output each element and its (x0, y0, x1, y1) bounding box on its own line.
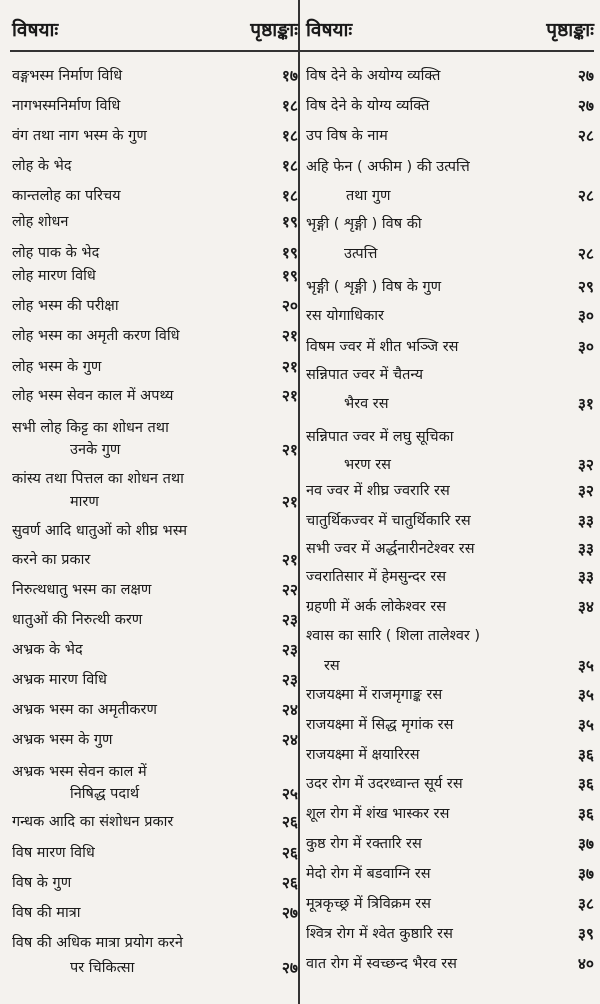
entry-title: निरुत्थधातु भस्म का लक्षण (12, 582, 152, 598)
entry-title: सभी लोह किट्ट का शोधन तथा (12, 420, 169, 436)
entry-title: सभी ज्वर में अर्द्धनारीनटेश्वर रस (306, 541, 475, 557)
subject-heading: विषयाः (306, 19, 353, 41)
entry-title: विष मारण विधि (12, 845, 95, 861)
subject-heading: विषयाः (12, 19, 59, 41)
entry-title: कुष्ठ रोग में रक्तारि रस (306, 836, 422, 852)
entry-title: कांस्य तथा पित्तल का शोधन तथा (12, 471, 184, 487)
page-number: २२ (281, 581, 298, 599)
page-number: १९ (281, 213, 298, 231)
entry-title: सन्निपात ज्वर में लघु सूचिका (306, 429, 454, 445)
page-number: १८ (281, 157, 298, 175)
page-number: २१ (281, 551, 298, 569)
entry-title: लोह भस्म के गुण (12, 359, 102, 375)
page-number: ३३ (577, 540, 594, 558)
page-number: ३३ (577, 512, 594, 530)
page-number: ३५ (577, 686, 594, 704)
entry-title-continued: उनके गुण (70, 442, 121, 458)
page-number: २७ (281, 904, 298, 922)
entry-title: राजयक्ष्मा में क्षयारिरस (306, 747, 420, 763)
entry-title-continued: निषिद्ध पदार्थ (70, 786, 140, 802)
entry-title: सुवर्ण आदि धातुओं को शीघ्र भस्म (12, 523, 188, 539)
page-number: ३५ (577, 657, 594, 675)
page-number: २६ (281, 844, 298, 862)
page-number: १८ (281, 187, 298, 205)
entry-title: अभ्रक मारण विधि (12, 672, 107, 688)
page-number: २१ (281, 441, 298, 459)
entry-title: धातुओं की निरुत्थी करण (12, 612, 143, 628)
page-number: २७ (577, 97, 594, 115)
entry-title: विष की अधिक मात्रा प्रयोग करने (12, 935, 183, 951)
column-divider (298, 0, 300, 1004)
entry-title: विष की मात्रा (12, 905, 81, 921)
entry-title: उदर रोग में उदरध्वान्त सूर्य रस (306, 776, 463, 792)
page-number: २४ (281, 701, 298, 719)
entry-title: शूल रोग में शंख भास्कर रस (306, 806, 450, 822)
entry-title: विष देने के योग्य व्यक्ति (306, 98, 430, 114)
entry-title: मूत्रकृच्छ्र में त्रिविक्रम रस (306, 896, 431, 912)
entry-title: लोह शोधन (12, 214, 69, 230)
page-number: २६ (281, 874, 298, 892)
page-number: १८ (281, 97, 298, 115)
entry-title: राजयक्ष्मा में सिद्ध मृगांक रस (306, 717, 454, 733)
entry-title-continued: तथा गुण (346, 188, 391, 204)
entry-title: कान्तलोह का परिचय (12, 188, 121, 204)
entry-title: राजयक्ष्मा में राजमृगाङ्क रस (306, 687, 443, 703)
page-number: ३७ (577, 835, 594, 853)
page-number: २८ (577, 127, 594, 145)
entry-title: अभ्रक के भेद (12, 642, 83, 658)
entry-title: मेदो रोग में बडवाग्नि रस (306, 866, 431, 882)
entry-title: श्वित्र रोग में श्वेत कुष्ठारि रस (306, 926, 453, 942)
page-heading: पृष्ठाङ्काः (546, 19, 594, 41)
page-number: २४ (281, 731, 298, 749)
entry-title: अभ्रक भस्म का अमृतीकरण (12, 702, 157, 718)
page-number: ३२ (577, 456, 594, 474)
entry-title-continued: उत्पत्ति (344, 246, 378, 262)
entry-title: वात रोग में स्वच्छन्द भैरव रस (306, 956, 457, 972)
page-number: ३१ (577, 395, 594, 413)
entry-title: अभ्रक भस्म सेवन काल में (12, 764, 147, 780)
page-number: ३६ (577, 775, 594, 793)
entry-title: सन्निपात ज्वर में चैतन्य (306, 367, 424, 383)
page-number: १७ (281, 67, 298, 85)
page-number: १८ (281, 127, 298, 145)
page-number: ४० (577, 955, 594, 973)
entry-title: विष देने के अयोग्य व्यक्ति (306, 68, 441, 84)
entry-title: उप विष के नाम (306, 128, 388, 144)
page-number: २१ (281, 358, 298, 376)
entry-title: अभ्रक भस्म के गुण (12, 732, 113, 748)
page-number: ३६ (577, 746, 594, 764)
page-number: २१ (281, 327, 298, 345)
page-number: २१ (281, 493, 298, 511)
page-number: ३९ (577, 925, 594, 943)
entry-title-continued: मारण (70, 494, 99, 510)
right-header (304, 10, 594, 52)
entry-title: भृङ्गी ( शृङ्गी ) विष के गुण (306, 279, 442, 295)
entry-title: वङ्गभस्म निर्माण विधि (12, 68, 123, 84)
left-column (10, 0, 298, 1004)
left-header (10, 10, 298, 52)
page-number: ३३ (577, 568, 594, 586)
page-number: २३ (281, 641, 298, 659)
page-number: २७ (577, 67, 594, 85)
page-number: ३७ (577, 865, 594, 883)
page-number: ३६ (577, 805, 594, 823)
page-number: २८ (577, 187, 594, 205)
page-number: १९ (281, 244, 298, 262)
entry-title: ग्रहणी में अर्क लोकेश्वर रस (306, 599, 447, 615)
entry-title-continued: करने का प्रकार (12, 552, 91, 568)
page-number: ३८ (577, 895, 594, 913)
page-number: २५ (281, 785, 298, 803)
page-number: २७ (281, 959, 298, 977)
page-number: २० (281, 297, 298, 315)
entry-title-continued: भैरव रस (344, 396, 389, 412)
entry-title: लोह पाक के भेद (12, 245, 100, 261)
page-number: ३५ (577, 716, 594, 734)
entry-title: विष के गुण (12, 875, 72, 891)
entry-title: वंग तथा नाग भस्म के गुण (12, 128, 147, 144)
entry-title: रस योगाधिकार (306, 308, 384, 324)
entry-title: नागभस्मनिर्माण विधि (12, 98, 121, 114)
right-column (304, 0, 594, 1004)
page-number: २९ (577, 278, 594, 296)
entry-title: श्वास का सारि ( शिला तालेश्वर ) (306, 628, 481, 644)
entry-title: विषम ज्वर में शीत भञ्जि रस (306, 339, 459, 355)
entry-title-continued: पर चिकित्सा (70, 960, 135, 976)
page-number: २८ (577, 245, 594, 263)
entry-title: लोह के भेद (12, 158, 72, 174)
page-number: ३२ (577, 482, 594, 500)
entry-title: लोह भस्म का अमृती करण विधि (12, 328, 180, 344)
entry-title: लोह भस्म सेवन काल में अपथ्य (12, 388, 174, 404)
entry-title-continued: रस (324, 658, 340, 674)
page-heading: पृष्ठाङ्काः (250, 19, 298, 41)
entry-title-continued: भरण रस (344, 457, 391, 473)
entry-title: अहि फेन ( अफीम ) की उत्पत्ति (306, 159, 470, 175)
page-number: १९ (281, 267, 298, 285)
page-number: ३४ (577, 598, 594, 616)
page-number: ३० (577, 338, 594, 356)
entry-title: गन्धक आदि का संशोधन प्रकार (12, 814, 174, 830)
entry-title: ज्वरातिसार में हेमसुन्दर रस (306, 569, 447, 585)
page-number: २३ (281, 671, 298, 689)
page-number: २१ (281, 387, 298, 405)
entry-title: भृङ्गी ( शृङ्गी ) विष की (306, 216, 422, 232)
page-number: ३० (577, 307, 594, 325)
entry-title: चातुर्थिकज्वर में चातुर्थिकारि रस (306, 513, 471, 529)
entry-title: लोह भस्म की परीक्षा (12, 298, 119, 314)
page-number: २६ (281, 813, 298, 831)
entry-title: नव ज्वर में शीघ्र ज्वरारि रस (306, 483, 450, 499)
page-number: २३ (281, 611, 298, 629)
entry-title: लोह मारण विधि (12, 268, 96, 284)
